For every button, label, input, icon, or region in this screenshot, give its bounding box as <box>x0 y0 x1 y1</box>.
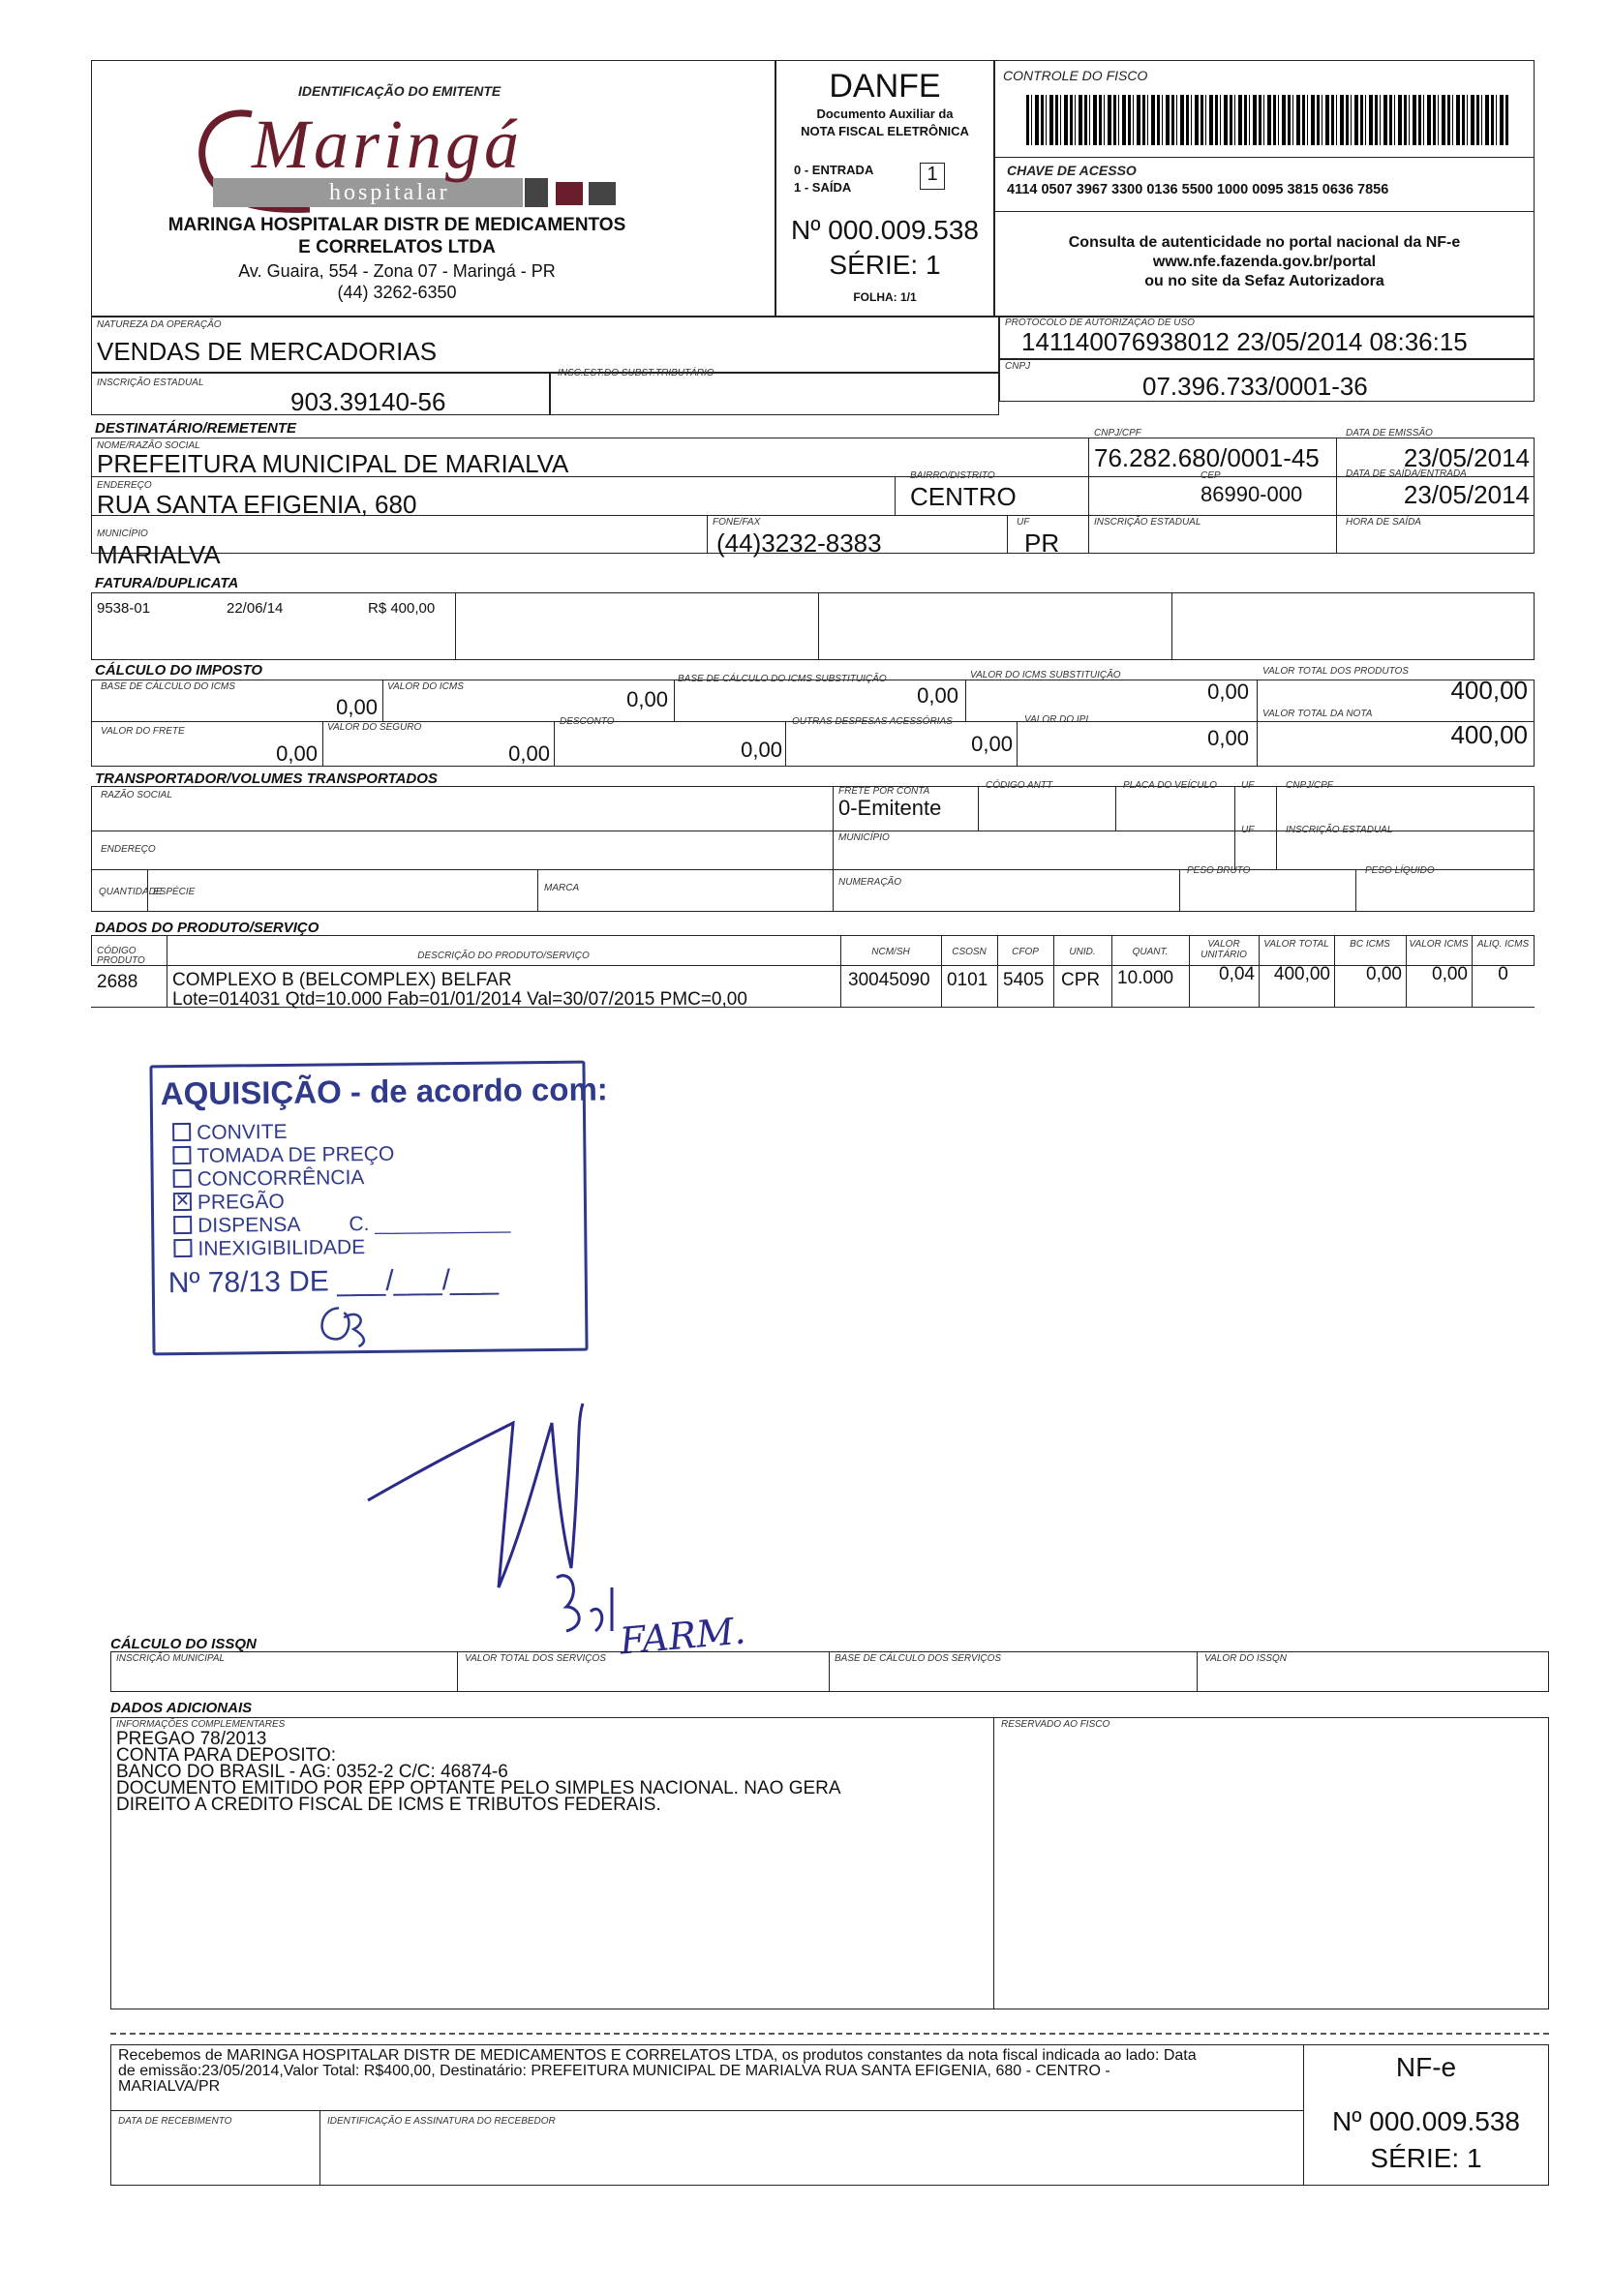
consulta-3: ou no site da Sefaz Autorizadora <box>1144 273 1384 289</box>
item-vtotal: 400,00 <box>1273 964 1330 984</box>
hdr-descricao: DESCRIÇÃO DO PRODUTO/SERVIÇO <box>417 951 590 961</box>
item-csosn: 0101 <box>947 970 988 990</box>
item-vicms: 0,00 <box>1432 964 1468 984</box>
fatura-col-1 <box>455 592 456 660</box>
dest-cep: 86990-000 <box>1201 482 1303 506</box>
seguro-label: VALOR DO SEGURO <box>327 722 422 733</box>
dest-nome-label: NOME/RAZÃO SOCIAL <box>97 440 200 451</box>
issqn-im-label: INSCRIÇÃO MUNICIPAL <box>116 1653 226 1664</box>
item-quant: 10.000 <box>1117 968 1174 988</box>
imp-col-3a <box>965 680 966 721</box>
danfe-entrada: 0 - ENTRADA <box>794 163 874 177</box>
dest-fone-label: FONE/FAX <box>713 517 761 528</box>
dest-col-ie <box>1088 515 1089 554</box>
trans-especie-label: ESPÉCIE <box>153 887 196 897</box>
fatura-col-3 <box>1171 592 1172 660</box>
hdr-vicms: VALOR ICMS <box>1409 939 1469 950</box>
hdr-unid: UNID. <box>1069 947 1096 957</box>
imposto-section: CÁLCULO DO IMPOSTO <box>95 662 263 679</box>
natureza-value: VENDAS DE MERCADORIAS <box>97 337 438 366</box>
cut-line <box>110 2033 1549 2035</box>
hdr-bc: BC ICMS <box>1350 939 1390 950</box>
chave-acesso: 4114 0507 3967 3300 0136 5500 1000 0095 3815 0636 7856 <box>1007 182 1389 197</box>
v-nota: 400,00 <box>1450 720 1528 749</box>
canhoto-data-label: DATA DE RECEBIMENTO <box>118 2116 232 2127</box>
trans-liquido-label: PESO LÍQUIDO <box>1365 865 1435 876</box>
bc-icms: 0,00 <box>336 695 378 719</box>
consulta-1: Consulta de autenticidade no portal nacional da NF-e <box>1068 234 1461 251</box>
checkbox-icon <box>172 1123 191 1141</box>
imp-col-2a <box>674 680 675 721</box>
imp-col-1b <box>322 721 323 767</box>
stamp-opt-convite: CONVITE <box>172 1118 509 1145</box>
imp-col-1a <box>382 680 383 721</box>
ie-label: INSCRIÇÃO ESTADUAL <box>97 378 204 388</box>
stamp-numero: Nº 78/13 DE ___/___/___ <box>167 1263 500 1300</box>
barcode <box>1026 95 1510 145</box>
seguro: 0,00 <box>508 741 550 766</box>
dest-nome: PREFEITURA MUNICIPAL DE MARIALVA <box>97 449 569 478</box>
trans-col-bruto <box>1179 869 1180 912</box>
trans-municipio-label: MUNICÍPIO <box>838 832 890 843</box>
stamp-opt-pregao: ✕PREGÃO <box>173 1188 510 1215</box>
item-descricao: COMPLEXO B (BELCOMPLEX) BELFAR <box>172 970 512 990</box>
fisco-divider-2 <box>994 211 1535 212</box>
stamp-opt-tomada: TOMADA DE PREÇO <box>172 1141 509 1168</box>
trans-frete: 0-Emitente <box>838 796 942 820</box>
checkbox-icon <box>173 1239 192 1257</box>
v-prod-label: VALOR TOTAL DOS PRODUTOS <box>1262 666 1409 677</box>
item-unid: CPR <box>1061 970 1101 990</box>
emitente-phone: (44) 3262-6350 <box>337 283 457 302</box>
trans-placa-label: PLACA DO VEÍCULO <box>1123 780 1217 791</box>
company-logo <box>184 105 668 221</box>
trans-uf-label: UF <box>1241 780 1255 791</box>
item-cfop: 5405 <box>1003 970 1045 990</box>
info-line: DIREITO A CREDITO FISCAL DE ICMS E TRIBUTOS FEDERAIS. <box>116 1795 661 1815</box>
dest-bairro: CENTRO <box>910 482 1017 511</box>
trans-col-placa <box>1115 786 1116 831</box>
transporte-box <box>91 786 1535 912</box>
protocolo-label: PROTOCOLO DE AUTORIZAÇÃO DE USO <box>1005 317 1195 328</box>
dest-cnpj-label: CNPJ/CPF <box>1094 428 1141 438</box>
canhoto-assinatura-label: IDENTIFICAÇÃO E ASSINATURA DO RECEBEDOR <box>327 2116 556 2127</box>
hdr-quant: QUANT. <box>1132 947 1169 957</box>
trans-antt-label: CÓDIGO ANTT <box>986 780 1053 791</box>
danfe-saida: 1 - SAÍDA <box>794 180 852 195</box>
v-st-label: VALOR DO ICMS SUBSTITUIÇÃO <box>970 670 1121 680</box>
item-codigo: 2688 <box>97 972 138 992</box>
hdr-ncm: NCM/SH <box>871 947 910 957</box>
fisco-divider-1 <box>994 157 1535 158</box>
dest-col-bairro <box>895 476 896 515</box>
checkbox-icon <box>172 1146 191 1164</box>
item-ncm: 30045090 <box>848 970 930 990</box>
reservado-label: RESERVADO AO FISCO <box>1001 1719 1110 1730</box>
info-lines <box>116 1731 841 1813</box>
dest-endereco: RUA SANTA EFIGENIA, 680 <box>97 490 417 519</box>
hdr-codigo: CÓDIGO PRODUTO <box>97 946 145 966</box>
v-icms-label: VALOR DO ICMS <box>387 681 464 692</box>
info-line: BANCO DO BRASIL - AG: 0352-2 C/C: 46874-6 <box>116 1762 508 1782</box>
danfe-sub1: Documento Auxiliar da <box>816 106 954 121</box>
dest-endereco-label: ENDEREÇO <box>97 480 152 491</box>
bc-st: 0,00 <box>917 683 958 708</box>
item-bc: 0,00 <box>1366 964 1402 984</box>
danfe-serie: SÉRIE: 1 <box>829 250 941 280</box>
checkbox-icon <box>173 1169 192 1188</box>
dest-uf: PR <box>1024 529 1060 558</box>
ie-value: 903.39140-56 <box>290 387 446 416</box>
bc-st-label: BASE DE CÁLCULO DO ICMS SUBSTITUIÇÃO <box>678 674 887 684</box>
issqn-box <box>110 1651 1549 1692</box>
info-line: PREGAO 78/2013 <box>116 1729 267 1749</box>
cnpj-emit-label: CNPJ <box>1005 361 1031 372</box>
issqn-vserv-label: VALOR TOTAL DOS SERVIÇOS <box>465 1653 606 1664</box>
dest-saida-label: DATA DE SAÍDA/ENTRADA <box>1346 468 1467 479</box>
canhoto-col-2 <box>319 2110 320 2186</box>
chave-label: CHAVE DE ACESSO <box>1007 163 1137 178</box>
hdr-vtotal: VALOR TOTAL <box>1263 939 1329 950</box>
canhoto-line-2: de emissão:23/05/2014,Valor Total: R$400,00, Destinatário: PREFEITURA MUNICIPAL DE MARIALVA RUA SANTA EFIGENIA, 680 - CENTRO - <box>118 2063 1110 2079</box>
imp-col-3b <box>785 721 786 767</box>
canhoto-line-3: MARIALVA/PR <box>118 2078 221 2095</box>
dest-cep-label: CEP <box>1201 470 1221 481</box>
fatura-box <box>91 592 1535 660</box>
trans-frete-label: FRETE POR CONTA <box>838 786 930 797</box>
dest-municipio: MARIALVA <box>97 540 221 569</box>
iest-label: INSC.EST.DO SUBST.TRIBUTÁRIO <box>558 368 714 378</box>
issqn-col-3 <box>1197 1651 1198 1692</box>
trans-ie-label: INSCRIÇÃO ESTADUAL <box>1286 825 1393 835</box>
hdr-cfop: CFOP <box>1012 947 1039 957</box>
trans-col-antt <box>978 786 979 831</box>
item-lote: Lote=014031 Qtd=10.000 Fab=01/01/2014 Val=30/07/2015 PMC=0,00 <box>172 989 747 1010</box>
protocolo-value: 141140076938012 23/05/2014 08:36:15 <box>1021 327 1468 356</box>
emitente-name-2: E CORRELATOS LTDA <box>298 237 496 257</box>
stamp-opt-inexigibilidade: INEXIGIBILIDADE <box>173 1234 510 1261</box>
v-icms: 0,00 <box>626 687 668 711</box>
trans-row-2 <box>91 869 1535 870</box>
hdr-vunit: VALOR UNITÁRIO <box>1201 939 1247 960</box>
dest-saida: 23/05/2014 <box>1403 480 1530 509</box>
handwritten-farm: FARM. <box>618 1609 747 1663</box>
trans-cnpj-label: CNPJ/CPF <box>1286 780 1333 791</box>
issqn-section: CÁLCULO DO ISSQN <box>110 1636 257 1652</box>
adicionais-col <box>993 1717 994 2009</box>
info-line: CONTA PARA DEPOSITO: <box>116 1745 336 1766</box>
emitente-address: Av. Guaira, 554 - Zona 07 - Maringá - PR <box>238 261 556 281</box>
stamp-options <box>172 1118 511 1261</box>
fatura-col-2 <box>818 592 819 660</box>
dest-fone: (44)3232-8383 <box>716 529 882 558</box>
trans-col-uf <box>1234 786 1235 869</box>
trans-qtd-label: QUANTIDADE <box>99 887 163 897</box>
natureza-label: NATUREZA DA OPERAÇÃO <box>97 319 222 330</box>
consulta-2: www.nfe.fazenda.gov.br/portal <box>1152 254 1377 270</box>
dest-municipio-label: MUNICÍPIO <box>97 529 148 539</box>
danfe-sub2: NOTA FISCAL ELETRÔNICA <box>801 124 969 138</box>
canhoto-numero: Nº 000.009.538 <box>1332 2106 1520 2136</box>
produtos-section: DADOS DO PRODUTO/SERVIÇO <box>95 920 319 936</box>
initials-signature-icon <box>300 1298 379 1357</box>
issqn-viss-label: VALOR DO ISSQN <box>1204 1653 1288 1664</box>
v-prod: 400,00 <box>1450 676 1528 705</box>
dest-row-1b-line <box>1088 476 1535 477</box>
trans-endereco-label: ENDEREÇO <box>101 844 156 855</box>
dest-hora-label: HORA DE SAÍDA <box>1346 517 1421 528</box>
info-line: DOCUMENTO EMITIDO POR EPP OPTANTE PELO SIMPLES NACIONAL. NAO GERA <box>116 1778 841 1798</box>
bc-icms-label: BASE DE CÁLCULO DO ICMS <box>101 681 235 692</box>
destinatario-section: DESTINATÁRIO/REMETENTE <box>95 420 297 437</box>
stamp-opt-dispensa: DISPENSA C. ____________ <box>173 1211 510 1238</box>
transporte-section: TRANSPORTADOR/VOLUMES TRANSPORTADOS <box>95 770 438 787</box>
emitente-section-label: IDENTIFICAÇÃO DO EMITENTE <box>298 83 502 99</box>
fatura-vencimento: 22/06/14 <box>227 600 284 617</box>
trans-bruto-label: PESO BRUTO <box>1187 865 1251 876</box>
logo-text: Maringá <box>252 106 523 183</box>
trans-col-marca <box>537 869 538 912</box>
dest-cnpj: 76.282.680/0001-45 <box>1094 443 1320 472</box>
ipi: 0,00 <box>1207 726 1249 750</box>
stamp-opt-concorrencia: CONCORRÊNCIA <box>173 1164 510 1192</box>
frete: 0,00 <box>276 741 318 766</box>
trans-col-liquido <box>1355 869 1356 912</box>
cnpj-emit-value: 07.396.733/0001-36 <box>1142 372 1368 401</box>
trans-marca-label: MARCA <box>544 883 580 893</box>
adicionais-section: DADOS ADICIONAIS <box>110 1700 253 1716</box>
dest-col-fone <box>707 515 708 554</box>
dest-col-date <box>1336 438 1337 554</box>
issqn-col-1 <box>457 1651 458 1692</box>
hdr-csosn: CSOSN <box>952 947 987 957</box>
fatura-section: FATURA/DUPLICATA <box>95 575 239 591</box>
danfe-tipo-box: 1 <box>920 163 945 190</box>
dest-col-uf <box>1007 515 1008 554</box>
trans-uf2-label: UF <box>1241 825 1255 835</box>
canhoto-nfe: NF-e <box>1395 2052 1457 2082</box>
emitente-name-1: MARINGA HOSPITALAR DISTR DE MEDICAMENTOS <box>167 215 626 235</box>
hdr-aliq: ALIQ. ICMS <box>1476 939 1530 950</box>
outras-label: OUTRAS DESPESAS ACESSÓRIAS <box>792 716 953 727</box>
dest-col-cnpj <box>1088 438 1089 515</box>
imp-col-2b <box>554 721 555 767</box>
canhoto-line-1: Recebemos de MARINGA HOSPITALAR DISTR DE MEDICAMENTOS E CORRELATOS LTDA, os produtos constantes da nota fiscal indicada ao lado: Data <box>118 2047 1197 2064</box>
issqn-col-2 <box>829 1651 830 1692</box>
danfe-numero: Nº 000.009.538 <box>791 215 979 245</box>
danfe-title: DANFE <box>829 68 941 105</box>
ipi-label: VALOR DO IPI <box>1024 714 1089 725</box>
iest-box <box>550 373 999 415</box>
info-label: INFORMAÇÕES COMPLEMENTARES <box>116 1719 286 1730</box>
imp-col-4b <box>1017 721 1018 767</box>
dest-uf-label: UF <box>1017 517 1030 528</box>
logo-sub-text: hospitalar <box>329 180 450 205</box>
canhoto-text <box>118 2048 1197 2095</box>
controle-fisco-label: CONTROLE DO FISCO <box>1003 68 1148 83</box>
dest-row-2b-line <box>895 515 1535 516</box>
checkbox-icon <box>173 1216 192 1234</box>
dest-emissao-label: DATA DE EMISSÃO <box>1346 428 1433 438</box>
issqn-bc-label: BASE DE CÁLCULO DOS SERVIÇOS <box>835 1653 1002 1664</box>
canhoto-serie: SÉRIE: 1 <box>1370 2143 1482 2173</box>
dest-emissao: 23/05/2014 <box>1403 443 1530 472</box>
danfe-folha: FOLHA: 1/1 <box>853 290 917 304</box>
dest-bairro-label: BAIRRO/DISTRITO <box>910 470 995 481</box>
trans-col-cnpj <box>1276 786 1277 869</box>
outras: 0,00 <box>971 732 1013 756</box>
item-vunit: 0,04 <box>1219 964 1255 984</box>
trans-col-frete <box>833 786 834 912</box>
imp-col-4a <box>1257 680 1258 767</box>
acquisition-stamp <box>149 1061 608 1356</box>
v-st: 0,00 <box>1207 680 1249 704</box>
trans-razao-label: RAZÃO SOCIAL <box>101 790 172 801</box>
v-nota-label: VALOR TOTAL DA NOTA <box>1262 709 1373 719</box>
fatura-numero: 9538-01 <box>97 600 151 617</box>
item-aliq: 0 <box>1498 964 1508 984</box>
stamp-title: AQUISIÇÃO - de acordo com: <box>160 1071 608 1112</box>
fatura-valor: R$ 400,00 <box>368 600 436 617</box>
canhoto-row <box>110 2110 1303 2111</box>
signature-icon <box>358 1384 862 1675</box>
checked-checkbox-icon <box>173 1193 192 1211</box>
dest-ie-label: INSCRIÇÃO ESTADUAL <box>1094 517 1201 528</box>
desconto-label: DESCONTO <box>560 716 615 727</box>
desconto: 0,00 <box>741 738 782 762</box>
trans-numeracao-label: NUMERAÇÃO <box>838 877 902 888</box>
frete-label: VALOR DO FRETE <box>101 726 185 737</box>
